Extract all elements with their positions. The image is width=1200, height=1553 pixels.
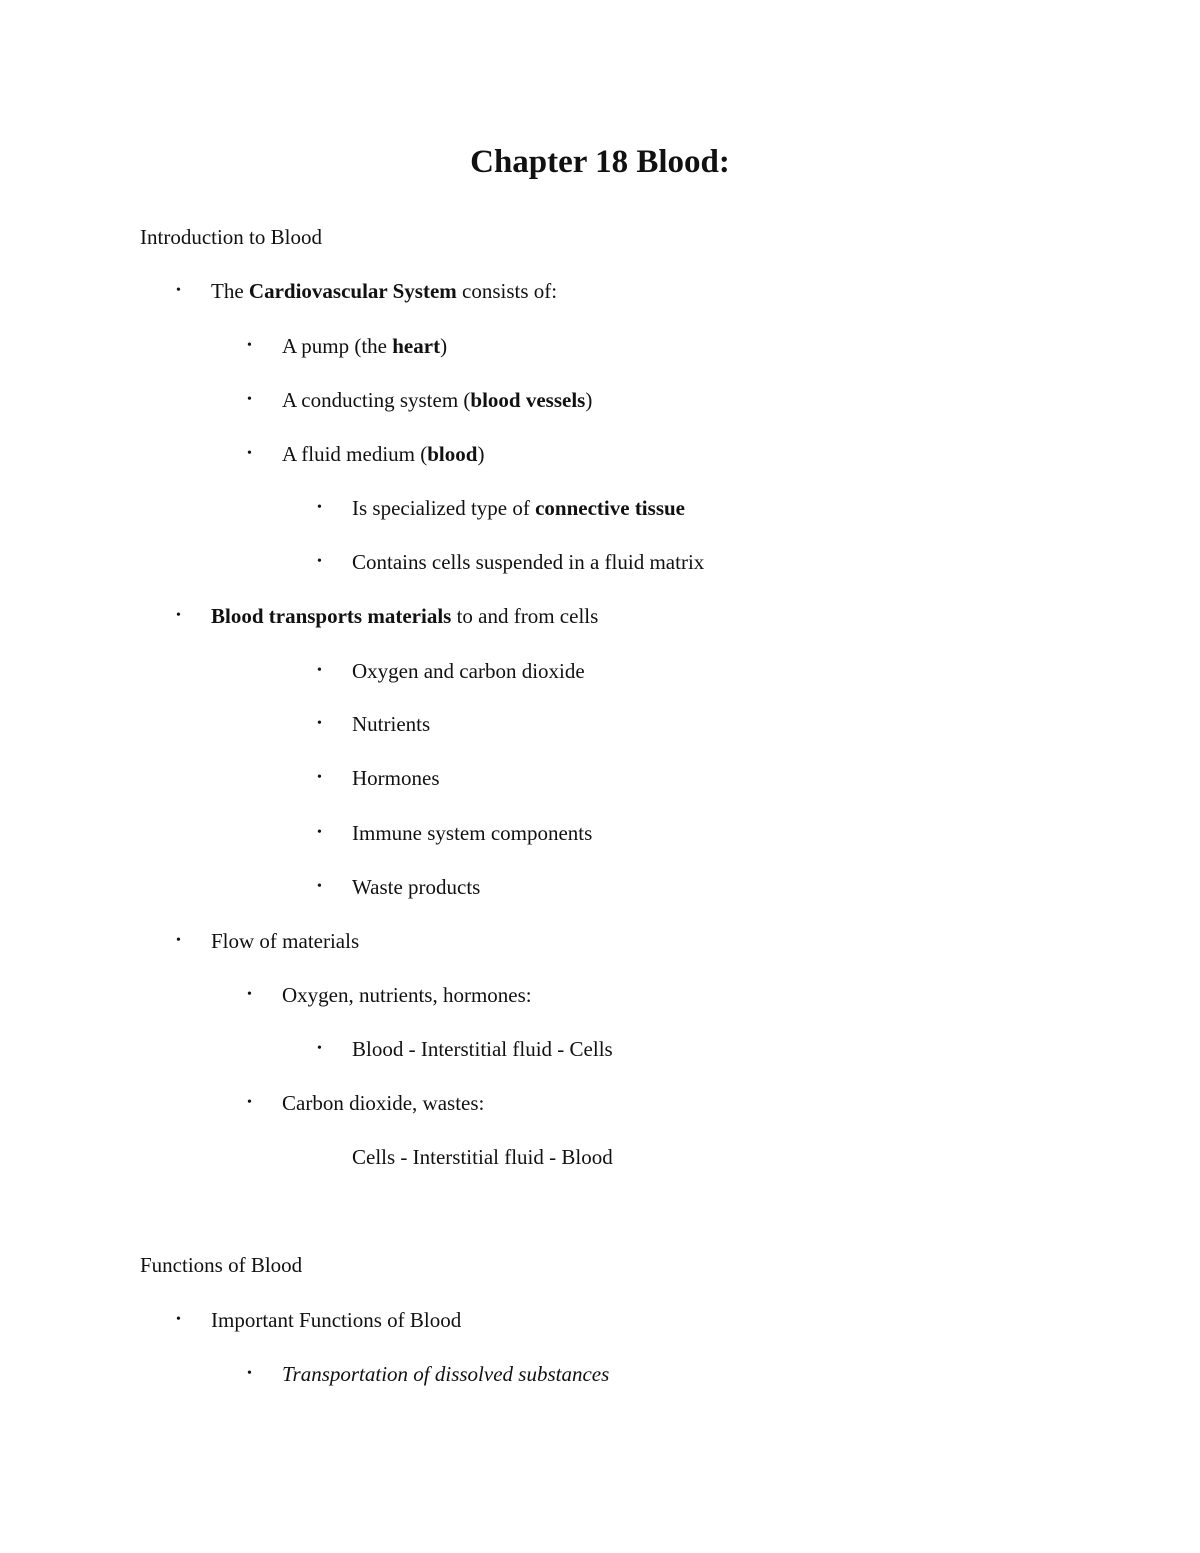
bullet-icon: • [247, 338, 252, 353]
section-heading-introduction: Introduction to Blood [140, 225, 322, 249]
bullet-icon: • [317, 716, 322, 731]
list-item-immune: Immune system components [352, 821, 593, 845]
bullet-icon: • [317, 879, 322, 894]
list-item-oxygen-nutrients-hormones: Oxygen, nutrients, hormones: [282, 983, 532, 1007]
bullet-icon: • [317, 770, 322, 785]
bullet-icon: • [176, 933, 181, 948]
list-item-cells-suspended: Contains cells suspended in a fluid matrix [352, 550, 705, 574]
bullet-icon: • [176, 608, 181, 623]
list-item-waste: Waste products [352, 875, 481, 899]
bullet-icon: • [247, 1095, 252, 1110]
bullet-icon: • [247, 987, 252, 1002]
list-item-blood-transports: Blood transports materials to and from cells [211, 604, 599, 628]
bullet-icon: • [317, 500, 322, 515]
list-item-flow-of-materials: Flow of materials [211, 929, 360, 953]
bullet-icon: • [317, 663, 322, 678]
bullet-icon: • [247, 1366, 252, 1381]
bullet-icon: • [176, 1312, 181, 1327]
list-item-transportation: Transportation of dissolved substances [282, 1362, 610, 1386]
list-item-oxygen-co2: Oxygen and carbon dioxide [352, 659, 585, 683]
list-item-hormones: Hormones [352, 766, 440, 790]
bullet-icon: • [247, 392, 252, 407]
list-item-important-functions: Important Functions of Blood [211, 1308, 462, 1332]
bullet-icon: • [317, 825, 322, 840]
list-item-cardiovascular: The Cardiovascular System consists of: [211, 279, 558, 303]
list-item-cells-to-blood: Cells - Interstitial fluid - Blood [352, 1145, 613, 1169]
list-item-pump: A pump (the heart) [282, 334, 448, 358]
list-item-co2-wastes: Carbon dioxide, wastes: [282, 1091, 485, 1115]
list-item-nutrients: Nutrients [352, 712, 431, 736]
list-item-conducting-system: A conducting system (blood vessels) [282, 388, 593, 412]
bullet-icon: • [176, 283, 181, 298]
page-title: Chapter 18 Blood: [470, 144, 730, 180]
bullet-icon: • [317, 1041, 322, 1056]
bullet-icon: • [317, 554, 322, 569]
list-item-connective-tissue: Is specialized type of connective tissue [352, 496, 685, 520]
section-heading-functions: Functions of Blood [140, 1253, 303, 1277]
list-item-fluid-medium: A fluid medium (blood) [282, 442, 485, 466]
bullet-icon: • [247, 446, 252, 461]
list-item-blood-to-cells: Blood - Interstitial fluid - Cells [352, 1037, 613, 1061]
